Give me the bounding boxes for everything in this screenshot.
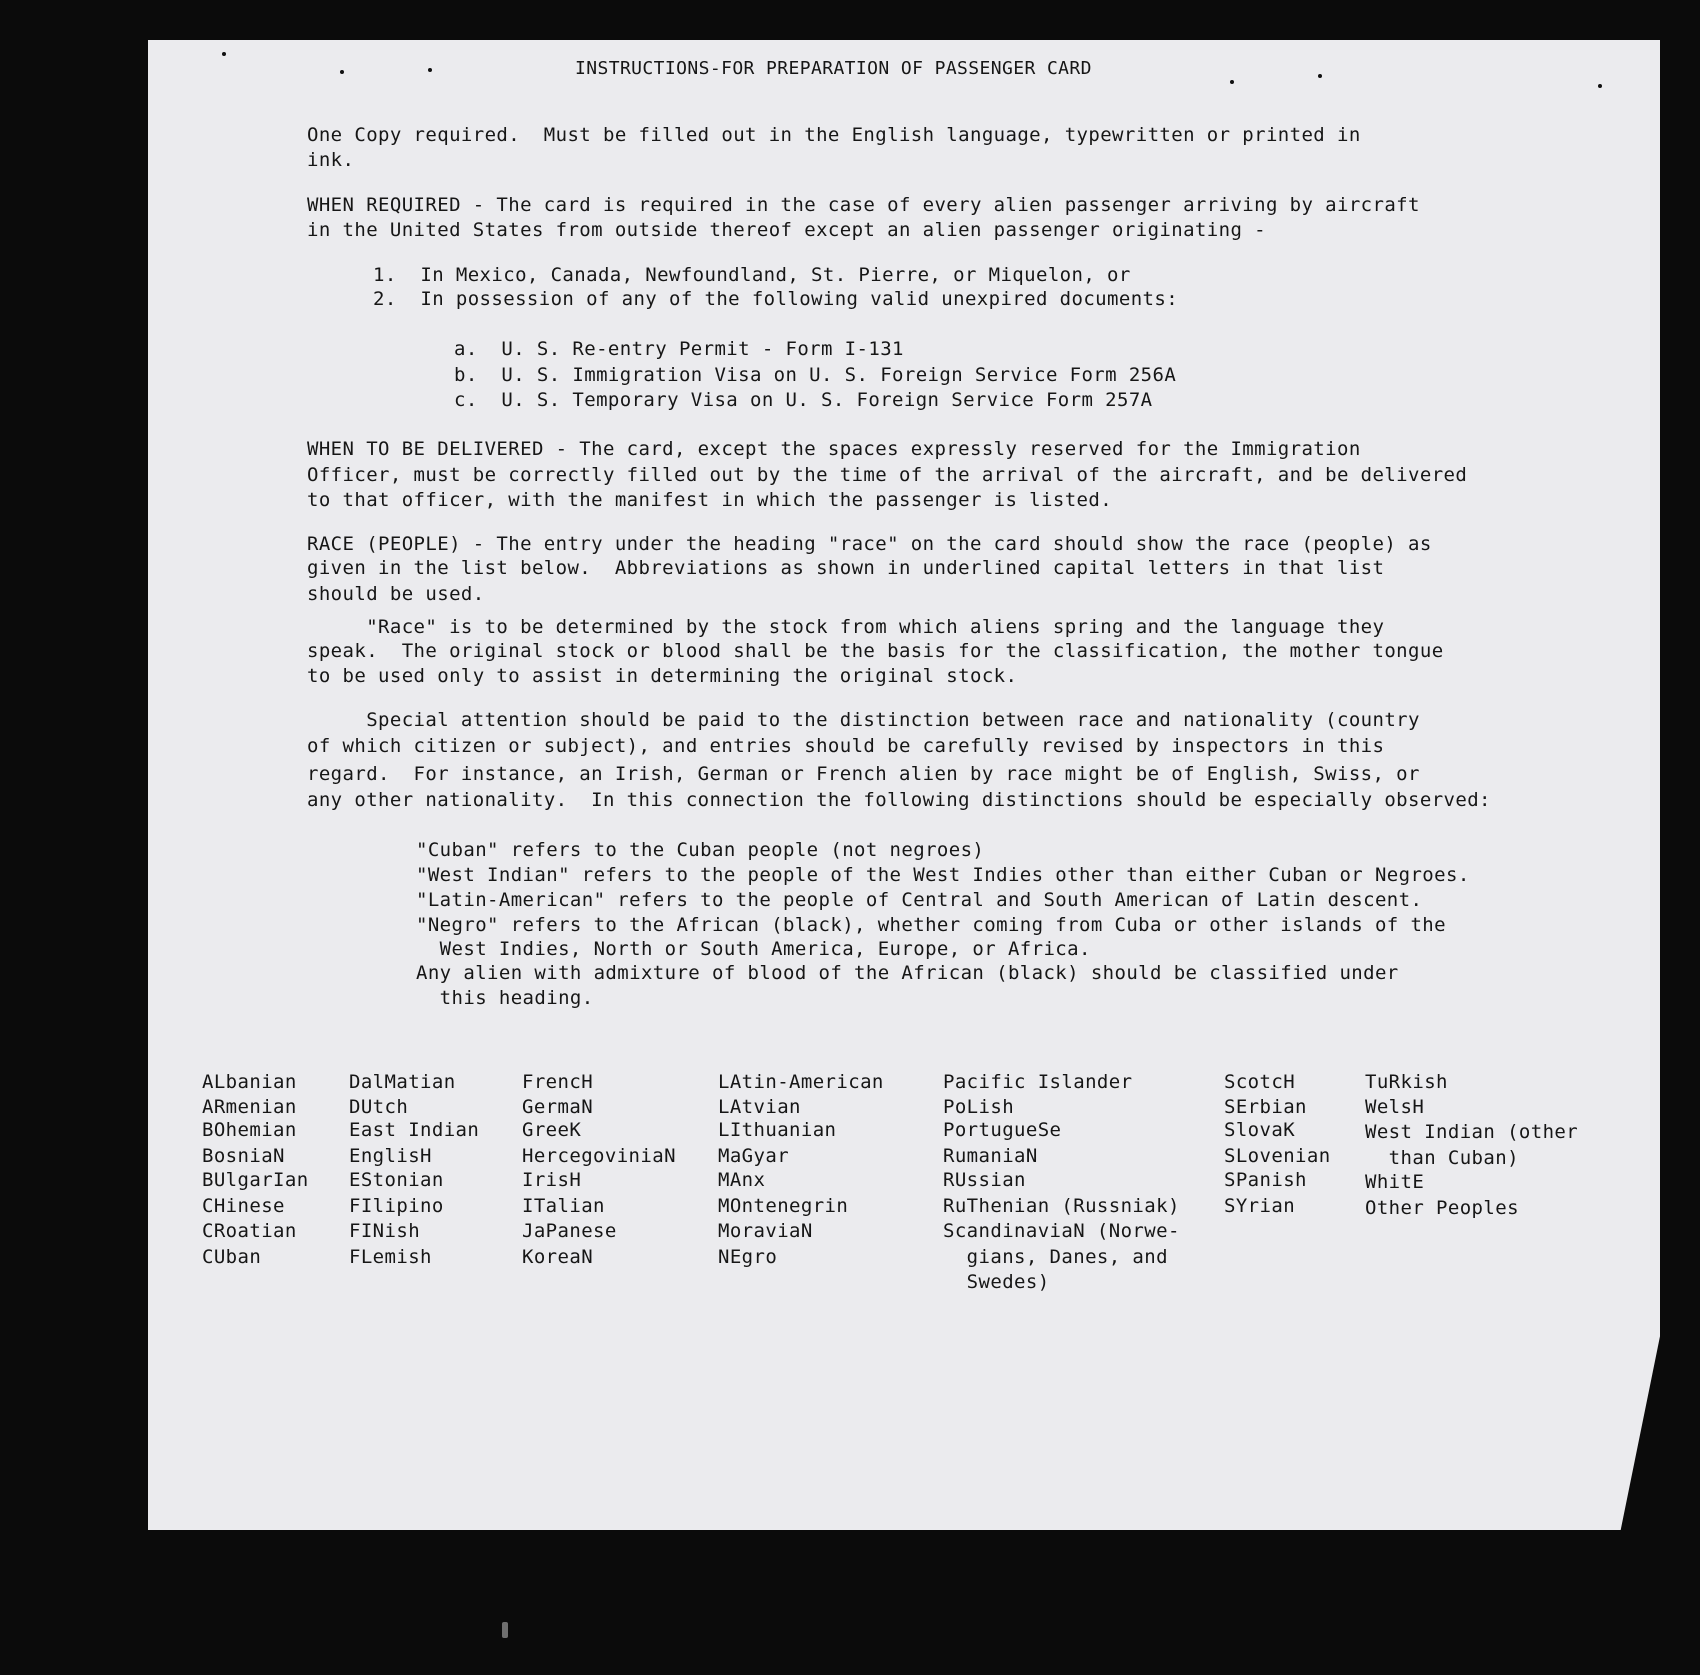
race-list-item: LIthuanian bbox=[718, 1119, 837, 1141]
race-list-item: RUssian bbox=[943, 1169, 1026, 1191]
race-list-item: TuRkish bbox=[1365, 1071, 1448, 1093]
film-mark bbox=[502, 1622, 508, 1638]
when-required-line: WHEN REQUIRED - The card is required in the case of every alien passenger arriving by aircraft bbox=[307, 194, 1420, 216]
race-list-item: SErbian bbox=[1224, 1096, 1307, 1118]
ink-speck bbox=[340, 70, 344, 74]
ink-speck bbox=[222, 52, 226, 56]
ink-speck bbox=[428, 68, 432, 72]
distinction-line: West Indies, North or South America, Europe, or Africa. bbox=[416, 938, 1091, 960]
race-list-item: ScandinaviaN (Norwe- bbox=[943, 1220, 1180, 1242]
race-list-item: CHinese bbox=[202, 1195, 285, 1217]
race-list-item: than Cuban) bbox=[1365, 1147, 1519, 1169]
race-list-item: West Indian (other bbox=[1365, 1121, 1579, 1143]
race-list-item: MAnx bbox=[718, 1169, 766, 1191]
race-list-item: RuThenian (Russniak) bbox=[943, 1195, 1180, 1217]
special-attention-line: regard. For instance, an Irish, German or French alien by race might be of English, Swiss, or bbox=[307, 763, 1420, 785]
race-list-item: gians, Danes, and bbox=[943, 1246, 1168, 1268]
race-list-item: CRoatian bbox=[202, 1220, 297, 1242]
race-list-item: Pacific Islander bbox=[943, 1071, 1133, 1093]
race-list-item: GreeK bbox=[522, 1119, 582, 1141]
condition-item: 2. In possession of any of the following valid unexpired documents: bbox=[373, 288, 1179, 310]
when-delivered-line: to that officer, with the manifest in which the passenger is listed. bbox=[307, 489, 1113, 511]
race-list-item: Other Peoples bbox=[1365, 1197, 1519, 1219]
special-attention-line: Special attention should be paid to the distinction between race and nationality (country bbox=[307, 709, 1420, 731]
race-list-item: LAtin-American bbox=[718, 1071, 884, 1093]
race-list-item: JaPanese bbox=[522, 1220, 617, 1242]
race-definition-line: "Race" is to be determined by the stock from which aliens spring and the language they bbox=[307, 616, 1385, 638]
page-title: INSTRUCTIONS-FOR PREPARATION OF PASSENGER CARD bbox=[575, 58, 1092, 79]
race-list-item: HercegoviniaN bbox=[522, 1145, 676, 1167]
race-list-item: MoraviaN bbox=[718, 1220, 813, 1242]
race-list-item: BOhemian bbox=[202, 1119, 297, 1141]
when-delivered-line: Officer, must be correctly filled out by the time of the arrival of the aircraft, and be delivered bbox=[307, 464, 1468, 486]
ink-speck bbox=[1230, 80, 1234, 84]
race-list-item: BosniaN bbox=[202, 1145, 285, 1167]
race-intro-line: should be used. bbox=[307, 583, 485, 605]
distinction-line: "Cuban" refers to the Cuban people (not negroes) bbox=[416, 839, 985, 861]
race-list-item: KoreaN bbox=[522, 1246, 594, 1268]
ink-speck bbox=[1318, 74, 1322, 78]
race-list-item: PoLish bbox=[943, 1096, 1015, 1118]
distinction-line: this heading. bbox=[416, 987, 594, 1009]
race-list-item: East Indian bbox=[349, 1119, 480, 1141]
race-list-item: WhitE bbox=[1365, 1171, 1425, 1193]
intro-line: One Copy required. Must be filled out in the English language, typewritten or printed in bbox=[307, 124, 1361, 146]
race-definition-line: speak. The original stock or blood shall be the basis for the classification, the mother tongue bbox=[307, 640, 1444, 662]
when-required-line: in the United States from outside thereof except an alien passenger originating - bbox=[307, 219, 1266, 241]
race-list-item: Swedes) bbox=[943, 1271, 1050, 1293]
race-list-item: ALbanian bbox=[202, 1071, 297, 1093]
race-list-item: BUlgarIan bbox=[202, 1169, 309, 1191]
document-item: b. U. S. Immigration Visa on U. S. Foreign Service Form 256A bbox=[454, 364, 1177, 386]
distinction-line: "West Indian" refers to the people of the West Indies other than either Cuban or Negroes. bbox=[416, 864, 1470, 886]
race-list-item: NEgro bbox=[718, 1246, 778, 1268]
race-intro-line: given in the list below. Abbreviations as shown in underlined capital letters in that list bbox=[307, 557, 1385, 579]
when-delivered-line: WHEN TO BE DELIVERED - The card, except the spaces expressly reserved for the Immigration bbox=[307, 438, 1361, 460]
intro-line: ink. bbox=[307, 149, 355, 171]
race-list-item: SlovaK bbox=[1224, 1119, 1296, 1141]
race-list-item: FrencH bbox=[522, 1071, 594, 1093]
race-definition-line: to be used only to assist in determining the original stock. bbox=[307, 665, 1018, 687]
race-list-item: MOntenegrin bbox=[718, 1195, 849, 1217]
race-list-item: ARmenian bbox=[202, 1096, 297, 1118]
document-item: a. U. S. Re-entry Permit - Form I-131 bbox=[454, 338, 904, 360]
ink-speck bbox=[1598, 84, 1602, 88]
special-attention-line: any other nationality. In this connection the following distinctions should be especially observed: bbox=[307, 789, 1491, 811]
condition-item: 1. In Mexico, Canada, Newfoundland, St. Pierre, or Miquelon, or bbox=[373, 264, 1131, 286]
race-list-item: EnglisH bbox=[349, 1145, 432, 1167]
race-list-item: SYrian bbox=[1224, 1195, 1296, 1217]
race-list-item: FLemish bbox=[349, 1246, 432, 1268]
race-list-item: FIlipino bbox=[349, 1195, 444, 1217]
race-list-item: CUban bbox=[202, 1246, 262, 1268]
race-list-item: SLovenian bbox=[1224, 1145, 1331, 1167]
race-list-item: WelsH bbox=[1365, 1096, 1425, 1118]
race-list-item: DalMatian bbox=[349, 1071, 456, 1093]
distinction-line: "Latin-American" refers to the people of Central and South American of Latin descent. bbox=[416, 889, 1423, 911]
race-list-item: IrisH bbox=[522, 1169, 582, 1191]
race-list-item: PortugueSe bbox=[943, 1119, 1062, 1141]
race-list-item: LAtvian bbox=[718, 1096, 801, 1118]
special-attention-line: of which citizen or subject), and entries should be carefully revised by inspectors in this bbox=[307, 735, 1385, 757]
race-list-item: ITalian bbox=[522, 1195, 605, 1217]
race-list-item: FINish bbox=[349, 1220, 421, 1242]
race-intro-line: RACE (PEOPLE) - The entry under the heading "race" on the card should show the race (people) as bbox=[307, 533, 1432, 555]
race-list-item: RumaniaN bbox=[943, 1145, 1038, 1167]
race-list-item: SPanish bbox=[1224, 1169, 1307, 1191]
race-list-item: ScotcH bbox=[1224, 1071, 1296, 1093]
distinction-line: Any alien with admixture of blood of the African (black) should be classified under bbox=[416, 962, 1399, 984]
race-list-item: EStonian bbox=[349, 1169, 444, 1191]
race-list-item: GermaN bbox=[522, 1096, 594, 1118]
race-list-item: DUtch bbox=[349, 1096, 409, 1118]
distinction-line: "Negro" refers to the African (black), whether coming from Cuba or other islands of the bbox=[416, 914, 1446, 936]
race-list-item: MaGyar bbox=[718, 1145, 790, 1167]
document-item: c. U. S. Temporary Visa on U. S. Foreign Service Form 257A bbox=[454, 389, 1153, 411]
